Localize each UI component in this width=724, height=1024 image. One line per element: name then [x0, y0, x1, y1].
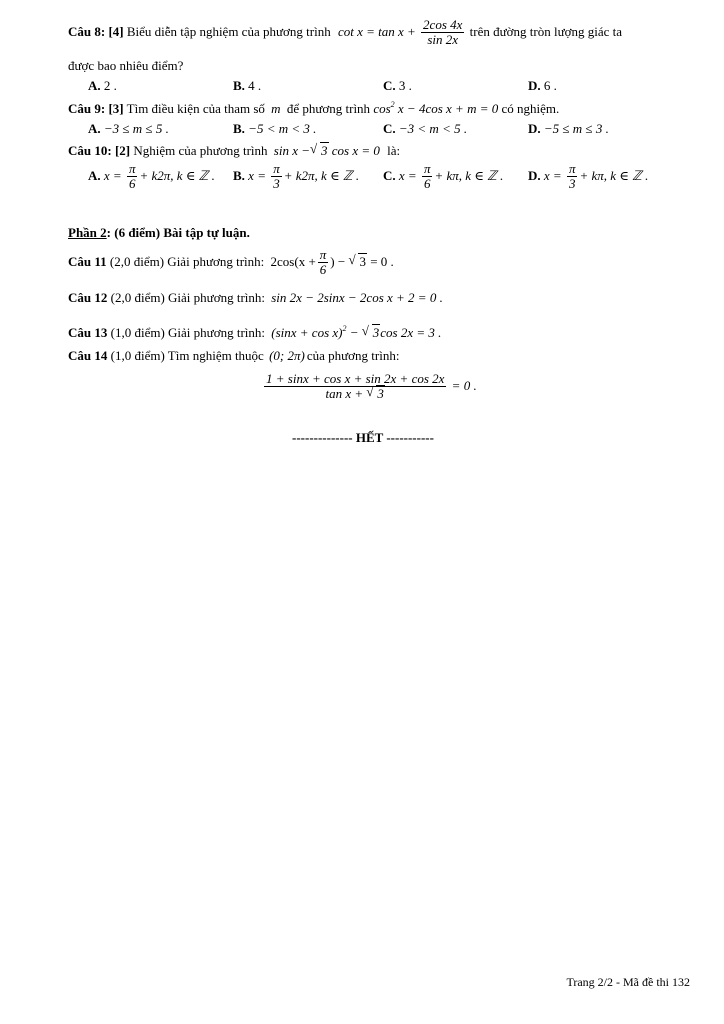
end-mark: -------------- HẾT -----------	[292, 430, 434, 445]
q9-level: [3]	[108, 101, 124, 116]
q10-option-a: A. x = $\frac{\pi}{6}$ + k2π, k ∈ ℤ .	[88, 161, 215, 192]
q8-text-line2: được bao nhiêu điểm?	[68, 58, 184, 73]
question-12: Câu 12 (2,0 điểm) Giải phương trình: sin 2x − 2sinx − 2cos x + 2 = 0 .	[68, 290, 443, 305]
q10-option-c: C. x = $\frac{\pi}{6}$ + kπ, k ∈ ℤ .	[383, 161, 504, 192]
q14-fraction: $\frac{\text{1 + sinx + cos x + sin 2x + cos 2x}}{\text{tan x + √ 3}}$	[264, 372, 446, 402]
q9-option-d: D. −5 ≤ m ≤ 3 .	[528, 121, 609, 136]
q10-option-b: B. x = $\frac{\pi}{3}$ + k2π, k ∈ ℤ .	[233, 161, 360, 192]
question-8	[68, 18, 622, 48]
q9-option-c: C. −3 < m < 5 .	[383, 121, 468, 136]
q11-equation: 2cos(x + $\frac{\pi}{6}$ ) − √ 3 = 0 .	[271, 254, 394, 269]
q10-equation: sin x −√ 3 cos x = 0	[274, 143, 383, 158]
q8-fraction: $\frac{2\cos 4x}{\sin 2x}$	[423, 17, 463, 48]
q10-level: [2]	[114, 143, 131, 158]
q9-option-b: B. −5 < m < 3 .	[233, 121, 317, 136]
q8-text: Biểu diễn tập nghiệm của phương trình	[126, 23, 331, 39]
q8-option-c: C. 3 .	[383, 78, 412, 93]
q8-option-d: D. 6 .	[528, 78, 557, 93]
q13-label: Câu 13	[68, 325, 108, 340]
q9-equation: $\cos^2 x - 4\cos$ x + m = 0	[373, 100, 499, 116]
question-9: Câu 9: [3] Tìm điều kiện của tham số m để phương trình $\cos^2 x - 4\cos$ x + m = 0 có nghiệm.	[68, 100, 560, 116]
q9-option-a: A. −3 ≤ m ≤ 5 .	[88, 121, 169, 136]
q8-equation: cot x = tan x + $\frac{2\cos 4x}{\sin 2x}$	[337, 17, 463, 48]
q8-option-b: B. 4 .	[233, 78, 262, 93]
q11-label: Câu 11	[68, 253, 107, 269]
q12-label: Câu 12	[68, 290, 108, 305]
q12-equation: sin 2x − 2sinx − 2cos x + 2 = 0 .	[271, 290, 443, 305]
q9-label: Câu 9:	[68, 101, 106, 116]
q10-label: Câu 10:	[68, 143, 112, 158]
question-11: Câu 11 (2,0 điểm) Giải phương trình: 2cos(x + $\frac{\pi}{6}$ ) − √ 3 = 0 .	[68, 248, 394, 278]
q14-equation: $\frac{\text{1 + sinx + cos x + sin 2x + cos 2x}}{\text{tan x + √ 3}}$ = 0 .	[262, 372, 477, 402]
question-10: Câu 10: [2] Nghiệm của phương trình sin x −√ 3 cos x = 0 là:	[68, 143, 400, 159]
page-footer: Trang 2/2 - Mã đề thi 132	[566, 975, 690, 989]
part2-heading: Phần 2: (6 điểm) Bài tập tự luận.	[68, 225, 250, 240]
q10-option-d: D. x = $\frac{\pi}{3}$ + kπ, k ∈ ℤ .	[528, 161, 649, 192]
question-13: Câu 13 (1,0 điểm) Giải phương trình: $(\sin x + \cos x)^2$ − √ 3cos 2x = 3 .	[68, 324, 441, 341]
q8-option-a: A. 2 .	[88, 78, 117, 93]
q14-label: Câu 14	[68, 348, 108, 363]
q8-label: Câu 8:	[68, 23, 106, 39]
q10-options	[88, 162, 708, 202]
q8-level: [4]	[108, 23, 124, 39]
question-14: Câu 14 (1,0 điểm) Tìm nghiệm thuộc (0; 2π) của phương trình:	[68, 348, 400, 363]
q13-equation: $(\sin x + \cos x)^2$ − √ 3cos 2x = 3 .	[271, 325, 441, 340]
q8-text-tail: trên đường tròn lượng giác ta	[469, 23, 623, 39]
